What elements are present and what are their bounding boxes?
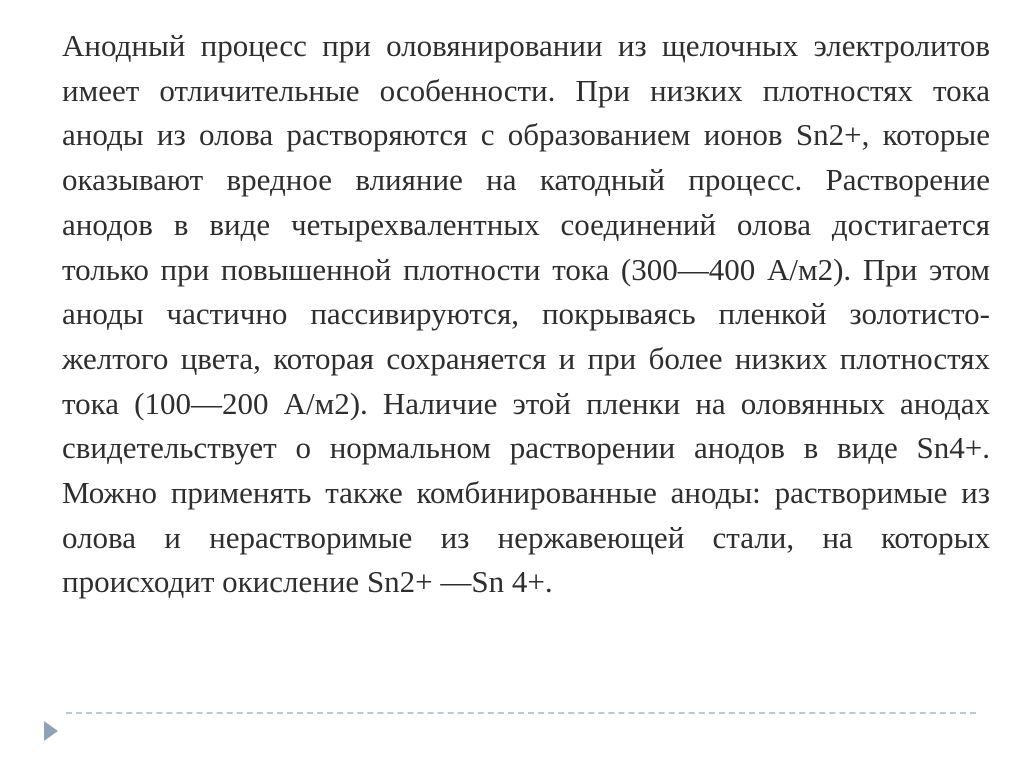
footer-divider [66, 712, 976, 714]
play-arrow-icon[interactable] [44, 721, 58, 741]
slide-body-text: Анодный процесс при оловянировании из щелочных электролитов имеет отличительные особенности. При низких плотностях тока аноды из олова растворяются с образованием ионов Sn2+, которые оказывают вредное влияние на катодный процесс. Растворение анодов в виде четырехвалентных соединений олова достигается только при повышенной плотности тока (300—400 А/м2). При этом аноды частично пассивируются, покрываясь пленкой золотисто-желтого цвета, которая сохраняется и при более низких плотностях тока (100—200 А/м2). Наличие этой пленки на оловянных анодах свидетельствует о нормальном растворении анодов в виде Sn4+. Можно применять также комбинированные аноды: растворимые из олова и нерастворимые из нержавеющей стали, на которых происходит окисление Sn2+ —Sn 4+. [62, 28, 990, 600]
